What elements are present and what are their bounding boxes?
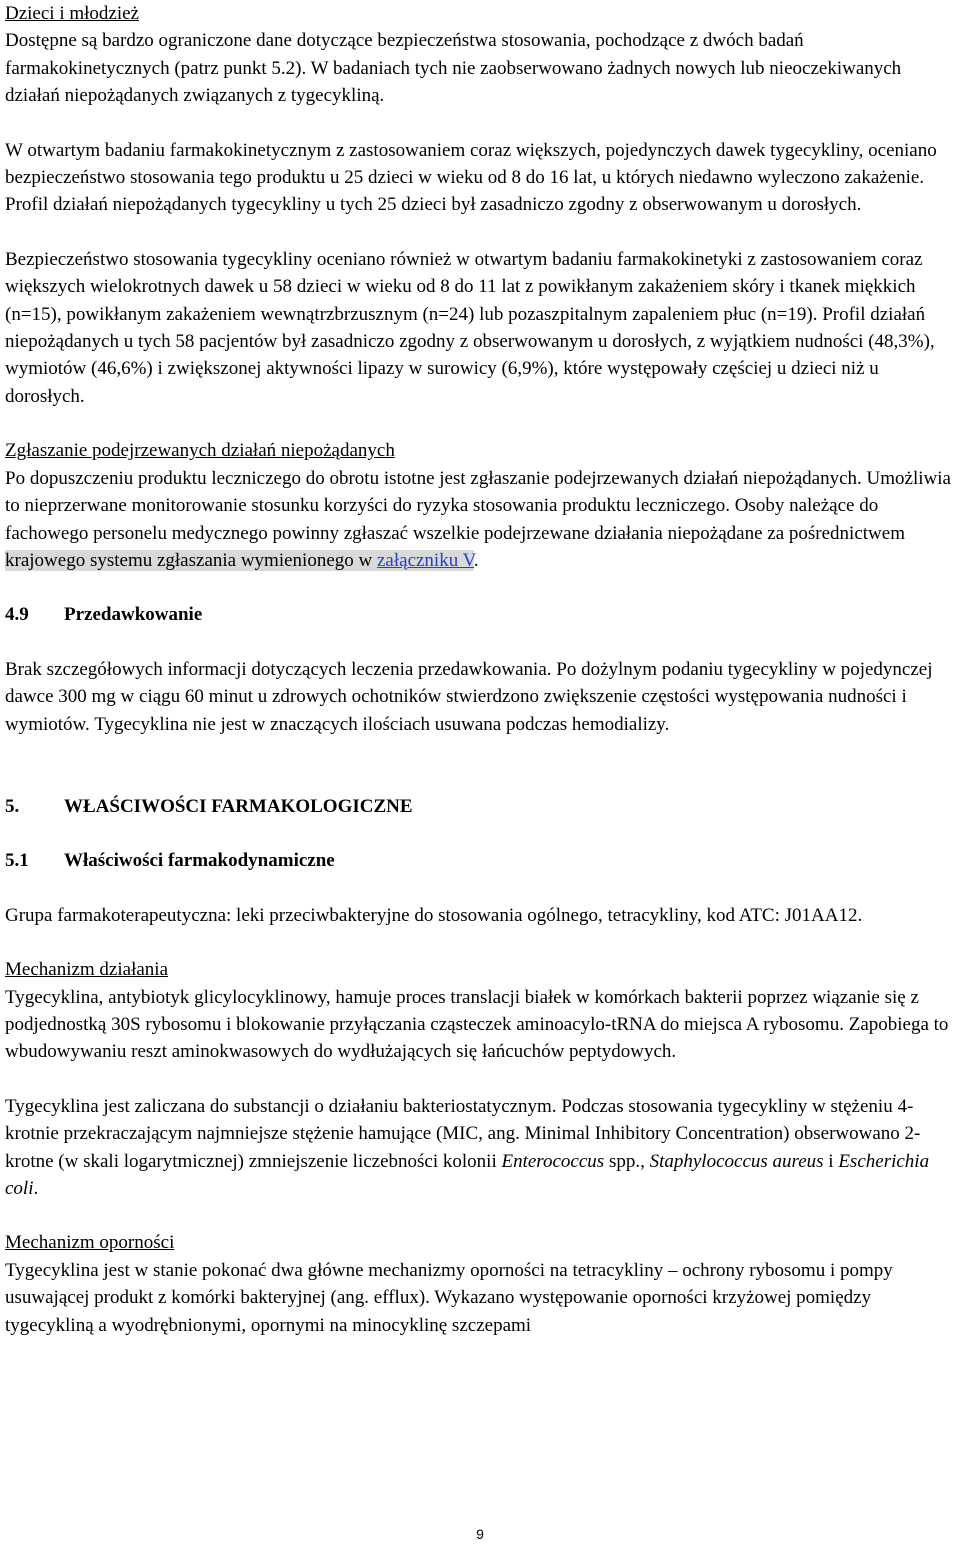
pharmacotherapeutic-group: Grupa farmakoterapeutyczna: leki przeciwbakteryjne do stosowania ogólnego, tetracykliny, kod ATC: J01AA12. bbox=[5, 904, 863, 926]
mechanism-text-d: . bbox=[33, 1178, 39, 1199]
reporting-text-end: . bbox=[473, 549, 479, 571]
section-5-1-number: 5.1 bbox=[5, 850, 29, 872]
resistance-paragraph: Tygecyklina jest w stanie pokonać dwa główne mechanizmy oporności na tetracykliny – ochrony rybosomu i pompy usuwającej produkt z komórki bakteryjnej (ang. efflux). Wykazano występowanie oporności krzyżowej pomiędzy tygecykliną a wyodrębnionymi, opornymi na minocyklinę szczepami bbox=[5, 1259, 893, 1336]
page-number: 9 bbox=[476, 1526, 484, 1542]
document-page bbox=[5, 0, 960, 1339]
mechanism-paragraph-1: Tygecyklina, antybiotyk glicylocyklinowy, hamuje proces translacji białek w komórkach bakterii poprzez wiązanie się z podjednostką 30S rybosomu i blokowanie przyłączania cząsteczek aminoacylo-tRNA do miejsca A rybosomu. Zapobiega to wbudowywaniu reszt aminokwasowych do wydłużających się łańcuchów peptydowych. bbox=[5, 986, 949, 1063]
reporting-heading: Zgłaszanie podejrzewanych działań niepożądanych bbox=[5, 440, 395, 462]
organism-enterococcus: Enterococcus bbox=[501, 1150, 605, 1172]
organism-staphylococcus: Staphylococcus aureus bbox=[649, 1150, 824, 1172]
reporting-highlight bbox=[5, 550, 474, 571]
reporting-highlight-text: krajowego systemu zgłaszania wymienionego w bbox=[5, 549, 377, 571]
overdose-heading bbox=[5, 601, 960, 628]
section-5-title: WŁAŚCIWOŚCI FARMAKOLOGICZNE bbox=[64, 795, 413, 817]
children-paragraph-3: Bezpieczeństwo stosowania tygecykliny oceniano również w otwartym badaniu farmakokinetyki z zastosowaniem coraz większych wielokrotnych dawek u 58 dzieci w wieku od 8 do 11 lat z powikłanym zakażeniem skóry i tkanek miękkich (n=15), powikłanym zakażeniem wewnątrzbrzusznym (n=24) lub pozaszpitalnym zapaleniem płuc (n=19). Profil działań niepożądanych u tych 58 pacjentów był zasadniczo zgodny z obserwowanym u dorosłych, z wyjątkiem nudności (48,3%), wymiotów (46,6%) i zwiększonej aktywności lipazy w surowicy (6,9%), które występowały częściej u dzieci niż u dorosłych. bbox=[5, 248, 935, 407]
overdose-number: 4.9 bbox=[5, 604, 29, 626]
children-paragraph-1: Dostępne są bardzo ograniczone dane dotyczące bezpieczeństwa stosowania, pochodzące z dwóch badań farmakokinetycznych (patrz punkt 5.2). W badaniach tych nie zaobserwowano żadnych nowych lub nieoczekiwanych działań niepożądanych związanych z tygecykliną. bbox=[5, 30, 902, 107]
resistance-heading: Mechanizm oporności bbox=[5, 1232, 175, 1254]
overdose-title: Przedawkowanie bbox=[64, 604, 203, 626]
mechanism-text-b: spp., bbox=[604, 1150, 650, 1172]
organism-escherichia: Escherichia coli bbox=[5, 1150, 930, 1199]
children-heading: Dzieci i młodzież bbox=[5, 3, 139, 24]
reporting-paragraph bbox=[5, 465, 960, 575]
reporting-text: Po dopuszczeniu produktu leczniczego do obrotu istotne jest zgłaszanie podejrzewanych działań niepożądanych. Umożliwia to nieprzerwane monitorowanie stosunku korzyści do ryzyka stosowania produktu leczniczego. Osoby należące do fachowego personelu medycznego powinny zgłaszać wszelkie podejrzewane działania niepożądane za pośrednictwem bbox=[5, 467, 951, 544]
mechanism-text-c: i bbox=[823, 1150, 839, 1172]
section-5-1-title: Właściwości farmakodynamiczne bbox=[64, 850, 335, 872]
children-paragraph-2: W otwartym badaniu farmakokinetycznym z zastosowaniem coraz większych, pojedynczych dawek tygecykliny, oceniano bezpieczeństwo stosowania tego produktu u 25 dzieci w wieku od 8 do 16 lat, u których niedawno wyleczono zakażenie. Profil działań niepożądanych tygecykliny u tych 25 dzieci był zasadniczo zgodny z obserwowanym u dorosłych. bbox=[5, 139, 937, 216]
mechanism-heading: Mechanizm działania bbox=[5, 959, 169, 981]
overdose-paragraph: Brak szczegółowych informacji dotyczących leczenia przedawkowania. Po dożylnym podaniu tygecykliny w pojedynczej dawce 300 mg w ciągu 60 minut u zdrowych ochotników stwierdzono zwiększenie częstości występowania nudności i wymiotów. Tygecyklina nie jest w znaczących ilościach usuwana podczas hemodializy. bbox=[5, 658, 933, 735]
section-5-heading bbox=[5, 793, 960, 820]
mechanism-text-a: Tygecyklina jest zaliczana do substancji o działaniu bakteriostatycznym. Podczas stosowania tygecykliny w stężeniu 4-krotnie przekraczającym najmniejsze stężenie hamujące (MIC, ang. Minimal Inhibitory Concentration) obserwowano 2-krotne (w skali logarytmicznej) zmniejszenie liczebności kolonii bbox=[5, 1095, 921, 1172]
section-5-number: 5. bbox=[5, 795, 20, 817]
section-5-1-heading bbox=[5, 847, 960, 874]
mechanism-paragraph-2 bbox=[5, 1093, 960, 1203]
annex-v-link[interactable]: załączniku V bbox=[376, 549, 474, 571]
